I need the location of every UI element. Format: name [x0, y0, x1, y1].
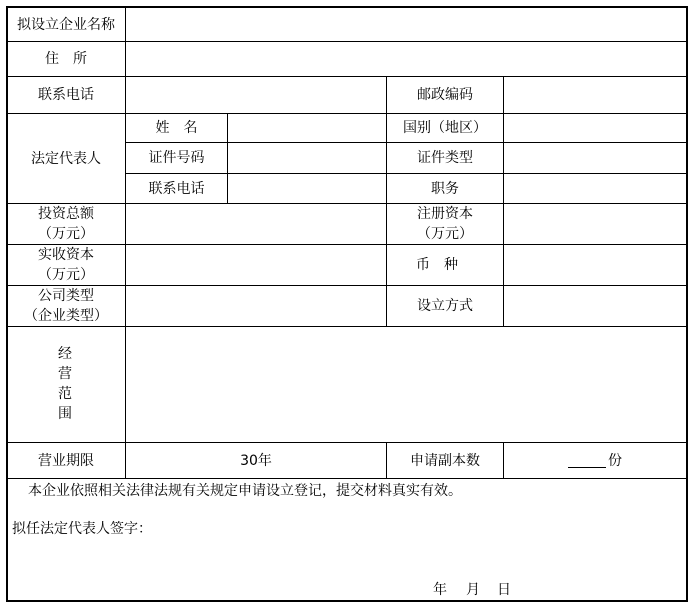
- business-term-label: 营业期限: [38, 452, 94, 469]
- date-month: 月: [466, 582, 480, 598]
- currency-field[interactable]: [504, 245, 686, 285]
- copies-label: 申请副本数: [410, 452, 480, 469]
- position-field[interactable]: [504, 174, 686, 203]
- signature-label: 拟任法定代表人签字：: [12, 521, 152, 537]
- row-divider: [7, 478, 687, 479]
- rep-name-label: 姓 名: [155, 120, 198, 136]
- copies-unit: 份: [608, 452, 622, 469]
- address-label: 住 所: [45, 51, 87, 67]
- legal-rep-label: 法定代表人: [31, 150, 101, 167]
- declaration-text: 本企业依照相关法律法规有关规定申请设立登记，提交材料真实有效。: [28, 483, 462, 499]
- nationality-label: 国别（地区）: [403, 120, 487, 136]
- business-scope-char: 围: [58, 406, 72, 422]
- copies-blank[interactable]: [568, 453, 606, 468]
- registered-capital-field[interactable]: [504, 204, 686, 244]
- address-field[interactable]: [126, 42, 686, 76]
- business-scope-label: [50, 344, 80, 424]
- proposed-name-field[interactable]: [126, 8, 686, 41]
- business-term-value[interactable]: 30年: [240, 452, 272, 469]
- currency-label: 币 种: [416, 257, 458, 273]
- paid-in-capital-label: 实收资本 （万元）: [38, 247, 94, 283]
- establish-method-label: 设立方式: [417, 298, 473, 314]
- id-type-label: 证件类型: [417, 150, 473, 166]
- position-label: 职务: [431, 180, 459, 197]
- copies-field[interactable]: [504, 443, 686, 478]
- paid-in-capital-field[interactable]: [126, 245, 386, 285]
- date-year: 年: [433, 582, 447, 598]
- business-scope-char: 营: [58, 366, 72, 382]
- phone-label: 联系电话: [38, 87, 94, 103]
- nationality-field[interactable]: [504, 114, 686, 142]
- border-bottom: [7, 600, 688, 602]
- total-investment-label: 投资总额 （万元）: [38, 206, 94, 242]
- date-day: 日: [497, 582, 511, 598]
- business-scope-char: 范: [58, 386, 72, 402]
- business-scope-char: 经: [58, 346, 72, 362]
- id-type-field[interactable]: [504, 143, 686, 173]
- proposed-name-label: 拟设立企业名称: [17, 16, 115, 33]
- company-type-label: 公司类型 （企业类型）: [24, 288, 108, 324]
- id-number-label: 证件号码: [148, 150, 205, 166]
- registered-capital-label: 注册资本 （万元）: [417, 206, 473, 242]
- border-right: [686, 6, 688, 602]
- rep-name-field[interactable]: [228, 114, 386, 142]
- rep-phone-field[interactable]: [228, 174, 386, 203]
- id-number-field[interactable]: [228, 143, 386, 173]
- company-type-field[interactable]: [126, 286, 386, 326]
- business-scope-field[interactable]: [126, 327, 686, 442]
- postal-code-label: 邮政编码: [417, 87, 473, 103]
- rep-phone-label: 联系电话: [148, 180, 205, 197]
- phone-field[interactable]: [126, 77, 386, 113]
- total-investment-field[interactable]: [126, 204, 386, 244]
- postal-code-field[interactable]: [504, 77, 686, 113]
- establish-method-field[interactable]: [504, 286, 686, 326]
